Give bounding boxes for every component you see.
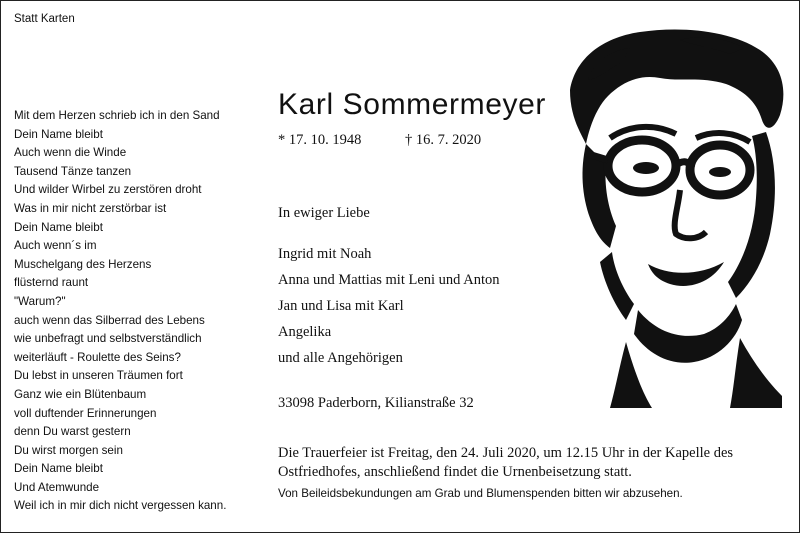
- portrait-hair: [570, 29, 783, 144]
- poem: [14, 107, 254, 516]
- poem-line: "Warum?": [14, 294, 66, 308]
- poem-line: Mit dem Herzen schrieb ich in den Sand: [14, 109, 220, 122]
- poem-line: Und wilder Wirbel zu zerstören droht: [14, 183, 202, 197]
- mourner: und alle Angehörigen: [278, 350, 403, 366]
- service-info: Die Trauerfeier ist Freitag, den 24. Juli 2020, um 12.15 Uhr in der Kapelle des Ostfriedhofes, anschließend findet die Urnenbeisetzung statt.: [278, 445, 734, 480]
- mourner: Ingrid mit Noah: [278, 246, 372, 262]
- poem-line: Dein Name bleibt: [14, 220, 103, 234]
- poem-line: Was in mir nicht zerstörbar ist: [14, 201, 167, 215]
- poem-line: Und Atemwunde: [14, 480, 100, 494]
- poem-line: Dein Name bleibt: [14, 127, 103, 141]
- poem-line: wie unbefragt und selbstverständlich: [14, 332, 202, 346]
- intro-line: In ewiger Liebe: [278, 205, 370, 221]
- header-note: Statt Karten: [14, 13, 75, 25]
- mourner: Angelika: [278, 324, 332, 340]
- poem-line: Auch wenn´s im: [14, 239, 97, 253]
- death-date: † 16. 7. 2020: [405, 132, 482, 148]
- poem-line: Ganz wie ein Blütenbaum: [14, 387, 147, 401]
- poem-line: denn Du warst gestern: [14, 425, 131, 439]
- poem-line: Auch wenn die Winde: [14, 146, 127, 160]
- address: 33098 Paderborn, Kilianstraße 32: [278, 395, 474, 411]
- poem-line: Du wirst morgen sein: [14, 443, 123, 457]
- mourner: Jan und Lisa mit Karl: [278, 298, 404, 314]
- poem-line: flüsternd raunt: [14, 276, 89, 290]
- birth-date: * 17. 10. 1948: [278, 132, 362, 148]
- poem-line: weiterläuft - Roulette des Seins?: [14, 350, 181, 364]
- poem-line: Du lebst in unseren Träumen fort: [14, 369, 183, 383]
- life-dates: [278, 132, 481, 149]
- condolence-note: Von Beileidsbekundungen am Grab und Blumenspenden bitten wir abzusehen.: [278, 487, 683, 500]
- portrait-image: [530, 20, 792, 410]
- poem-line: Tausend Tänze tanzen: [14, 164, 132, 178]
- poem-line: Weil ich in mir dich nicht vergessen kann.: [14, 499, 227, 513]
- poem-line: Dein Name bleibt: [14, 462, 103, 476]
- mourners-list: [278, 241, 500, 371]
- poem-line: Muschelgang des Herzens: [14, 257, 152, 271]
- poem-line: voll duftender Erinnerungen: [14, 406, 157, 420]
- poem-line: auch wenn das Silberrad des Lebens: [14, 313, 205, 327]
- portrait-mouth: [648, 262, 724, 286]
- deceased-name: Karl Sommermeyer: [278, 88, 546, 121]
- mourner: Anna und Mattias mit Leni und Anton: [278, 272, 500, 288]
